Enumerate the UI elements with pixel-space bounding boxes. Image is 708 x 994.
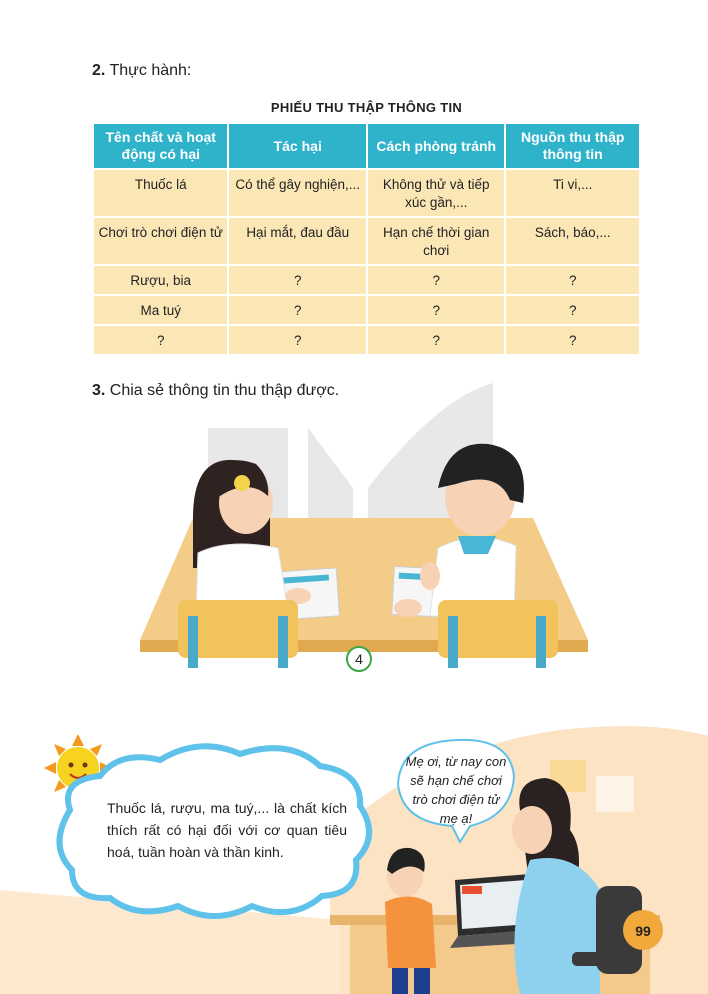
table-cell: ? xyxy=(367,325,505,355)
table-cell: Thuốc lá xyxy=(93,169,228,217)
table-cell: Rượu, bia xyxy=(93,265,228,295)
table-cell: Sách, báo,... xyxy=(505,217,640,265)
table-cell: Có thể gây nghiện,... xyxy=(228,169,367,217)
table-cell: ? xyxy=(228,325,367,355)
speech-bubble-text: Mẹ ơi, từ nay con sẽ hạn chế chơi trò chơi điện tử mẹ ạ! xyxy=(405,754,507,826)
section-2-heading xyxy=(92,62,191,80)
table-title: PHIẾU THU THẬP THÔNG TIN xyxy=(270,100,463,115)
table-cell: ? xyxy=(367,295,505,325)
table-row xyxy=(93,295,640,325)
table-header-row xyxy=(93,123,640,169)
children-sharing-illustration xyxy=(138,378,593,668)
section-3-number: 3. xyxy=(92,382,106,399)
table-cell: Không thử và tiếp xúc gần,... xyxy=(367,169,505,217)
table-cell: ? xyxy=(367,265,505,295)
header-cell-prevention: Cách phòng tránh xyxy=(367,123,505,169)
table-cell: ? xyxy=(505,265,640,295)
header-cell-harm: Tác hại xyxy=(228,123,367,169)
chair-right xyxy=(438,600,558,668)
table-cell: Ti vi,... xyxy=(505,169,640,217)
table-cell: Hạn chế thời gian chơi xyxy=(367,217,505,265)
section-3-text: Chia sẻ thông tin thu thập được. xyxy=(109,382,340,399)
table-cell: Ma tuý xyxy=(93,295,228,325)
table-cell: ? xyxy=(228,265,367,295)
note-text: Thuốc lá, rượu, ma tuý,... là chất kích thích rất có hại đối với cơ quan tiêu hoá, tuần hoàn và thần kinh. xyxy=(107,800,347,860)
step-number-badge: 4 xyxy=(346,646,372,672)
table-row xyxy=(93,169,640,217)
table-row xyxy=(93,325,640,355)
table-cell: ? xyxy=(228,295,367,325)
table-cell: Hại mắt, đau đầu xyxy=(228,217,367,265)
page-number: 99 xyxy=(635,923,651,939)
section-2-number: 2. xyxy=(92,62,106,79)
chair-left xyxy=(178,600,298,668)
table-cell: ? xyxy=(505,295,640,325)
section-2-text: Thực hành: xyxy=(109,62,192,79)
header-cell-source: Nguồn thu thập thông tin xyxy=(505,123,640,169)
info-collection-table xyxy=(92,122,641,356)
header-cell-substance: Tên chất và hoạt động có hại xyxy=(93,123,228,169)
table-cell: ? xyxy=(93,325,228,355)
table-row xyxy=(93,217,640,265)
table-row xyxy=(93,265,640,295)
table-cell: Chơi trò chơi điện tử xyxy=(93,217,228,265)
table-cell: ? xyxy=(505,325,640,355)
